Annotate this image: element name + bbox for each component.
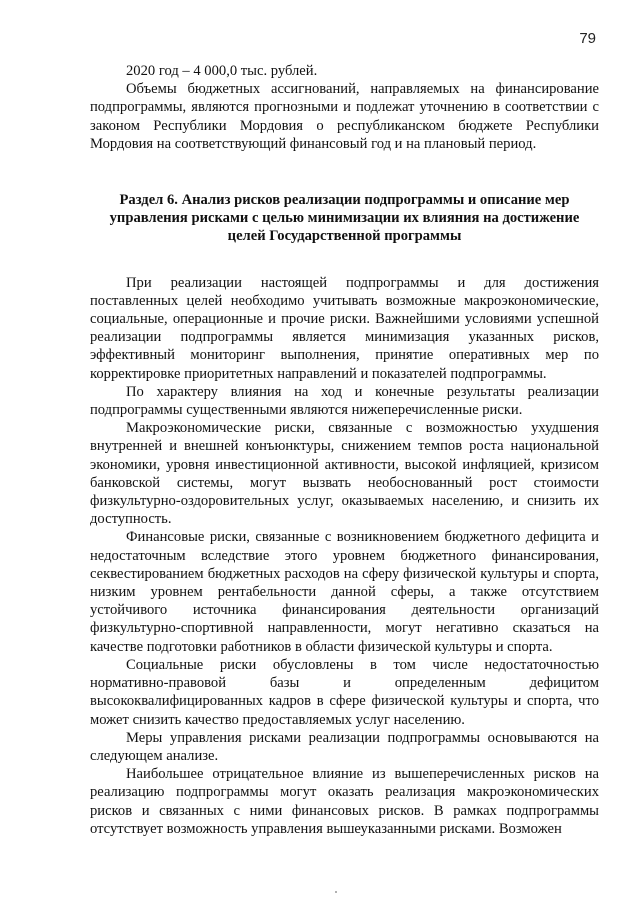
paragraph-social-risks: Социальные риски обусловлены в том числе недостаточностью нормативно-правовой базы и определенным дефицитом высококвалифицированных кадров в сфере физической культуры и спорта, что может снизить качество предоставляемых услуг населению. xyxy=(90,656,599,728)
paragraph-risk-management: Меры управления рисками реализации подпрограммы основываются на следующем анализе. xyxy=(90,729,599,764)
scan-dot xyxy=(335,891,337,893)
document-body xyxy=(90,62,599,838)
page-number: 79 xyxy=(579,30,596,47)
paragraph-risks-intro: При реализации настоящей подпрограммы и для достижения поставленных целей необходимо учитывать возможные макроэкономические, социальные, операционные и прочие риски. Важнейшими условиями успешной реализации подпрограммы является минимизация указанных рисков, эффективный мониторинг выполнения, принятие оперативных мер по корректировке приоритетных направлений и показателей подпрограммы. xyxy=(90,274,599,382)
paragraph-greatest-influence: Наибольшее отрицательное влияние из вышеперечисленных рисков на реализацию подпрограммы могут оказать реализация макроэкономических рисков и связанных с ними финансовых рисков. В рамках подпрограммы отсутствует возможность управления вышеуказанными рисками. Возможен xyxy=(90,766,599,837)
paragraph-risk-character: По характеру влияния на ход и конечные результаты реализации подпрограммы существенными являются нижеперечисленные риски. xyxy=(90,383,599,419)
paragraph-financial-risks: Финансовые риски, связанные с возникновением бюджетного дефицита и недостаточным вследствие этого уровнем бюджетного финансирования, секвестированием бюджетных расходов на сферу физической культуры и спорта, низким уровнем рентабельности данной сферы, а также отсутствием устойчивого источника финансирования деятельности организаций физкультурно-спортивной направленности, могут негативно сказаться на качестве подготовки работников в области физической культуры и спорта. xyxy=(90,529,599,655)
section-title: Раздел 6. Анализ рисков реализации подпрограммы и описание мер управления рисками с целью минимизации их влияния на достижение целей Государственной программы xyxy=(109,192,580,245)
year-funding-line: 2020 год – 4 000,0 тыс. рублей. xyxy=(126,63,318,79)
funding-paragraph: Объемы бюджетных ассигнований, направляемых на финансирование подпрограммы, являются прогнозными и подлежат уточнению в соответствии с законом Республики Мордовия о республиканском бюджете Республики Мордовия на соответствующий финансовый год и на плановый период. xyxy=(90,81,599,152)
paragraph-macroeconomic-risks: Макроэкономические риски, связанные с возможностью ухудшения внутренней и внешней конъюнктуры, снижением темпов роста национальной экономики, уровня инвестиционной активности, высокой инфляцией, кризисом банковской системы, могут вызвать необоснованный рост стоимости физкультурно-оздоровительных услуг, оказываемых населению, и снизить их доступность. xyxy=(90,420,599,528)
